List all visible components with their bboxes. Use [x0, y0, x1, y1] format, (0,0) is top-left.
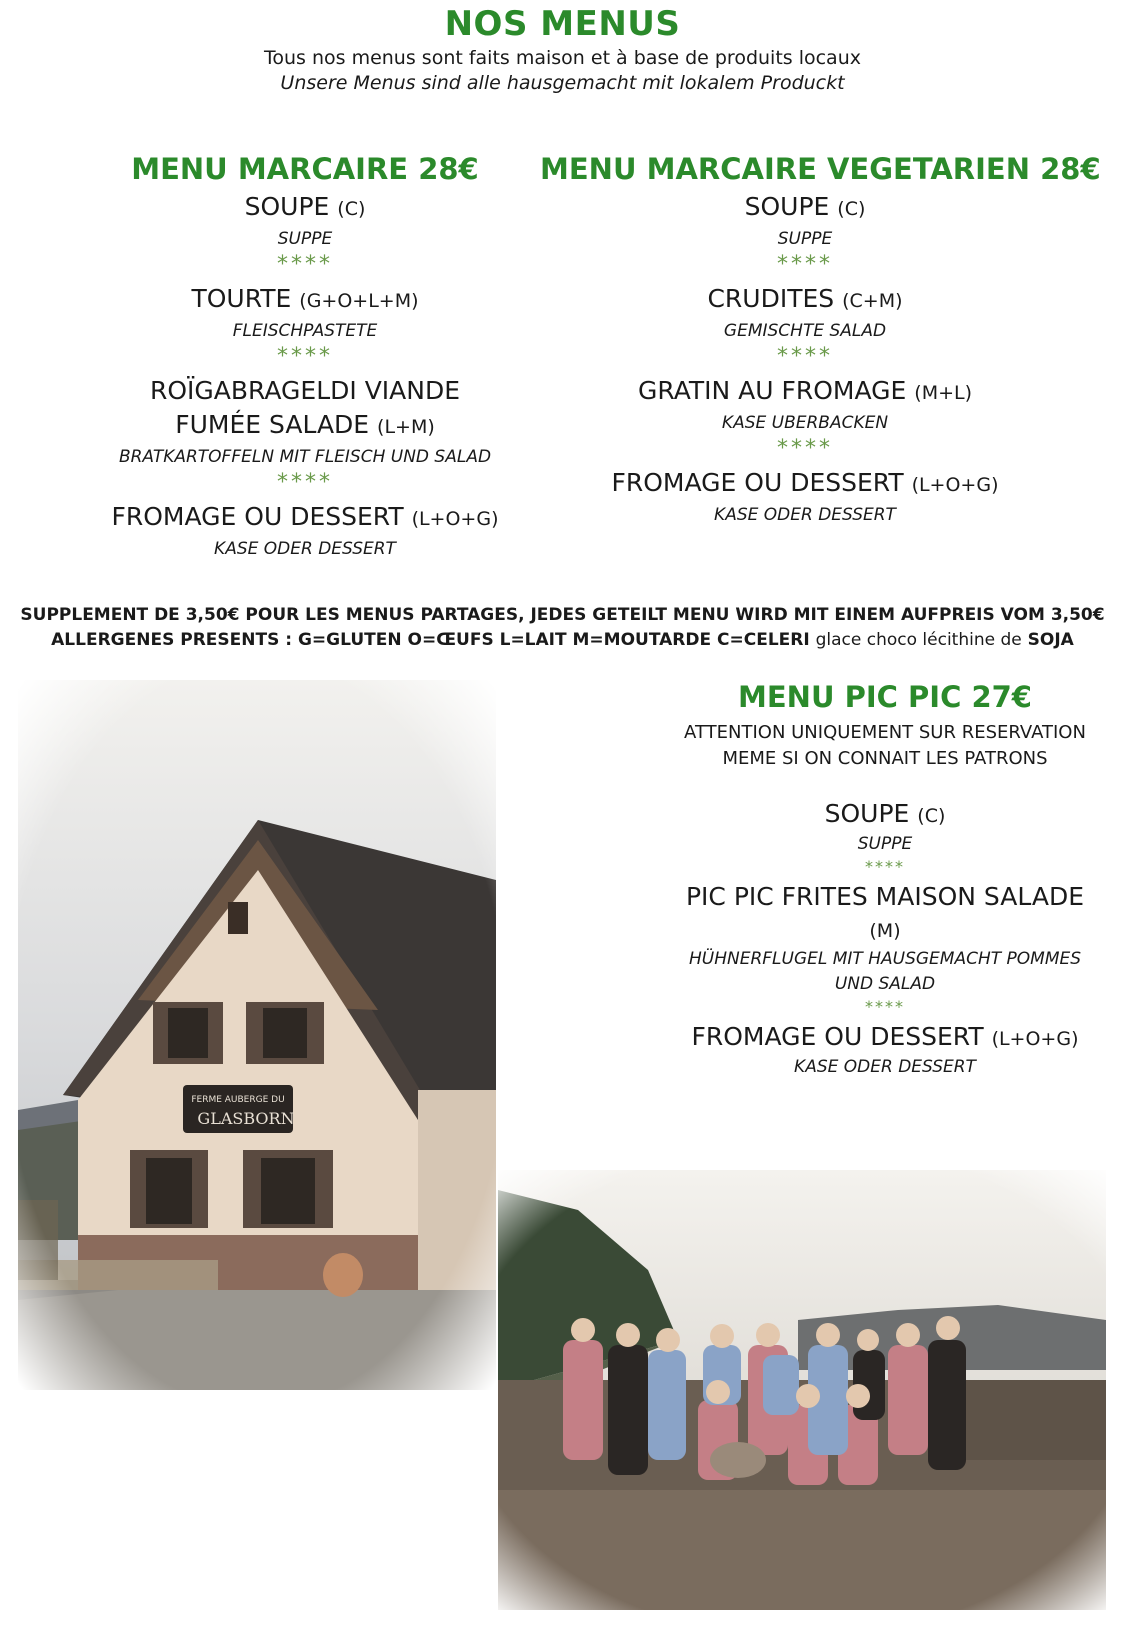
separator-stars: ****	[277, 344, 333, 369]
separator-stars: ****	[865, 857, 905, 876]
dish-translation: SUPPE	[857, 834, 913, 854]
dish-translation: KASE ODER DESSERT	[794, 1057, 976, 1077]
dish-name: PIC PIC FRITES MAISON SALADE	[685, 882, 1085, 911]
dish-translation: SUPPE	[777, 229, 833, 249]
supplement-note: SUPPLEMENT DE 3,50€ POUR LES MENUS PARTAGES, JEDES GETEILT MENU WIRD MIT EINEM AUFPREIS VOM 3,50€	[20, 605, 1105, 625]
intro-french: Tous nos menus sont faits maison et à base de produits locaux	[263, 47, 861, 69]
dish-translation: BRATKARTOFFELN MIT FLEISCH UND SALAD	[118, 447, 492, 467]
menu-title: MENU PIC PIC 27€	[738, 680, 1032, 714]
separator-stars: ****	[865, 997, 905, 1016]
dish-name: FROMAGE OU DESSERT (L+O+G)	[691, 1022, 1079, 1051]
menu-marcaire	[70, 152, 540, 562]
separator-stars: ****	[777, 436, 833, 461]
intro-german: Unsere Menus sind alle hausgemacht mit lokalem Produckt	[280, 72, 845, 94]
attention-line: ATTENTION UNIQUEMENT SUR RESERVATION	[684, 722, 1086, 743]
dish-translation: SUPPE	[277, 229, 333, 249]
dish-name: SOUPE (C)	[824, 799, 946, 828]
dish-translation: FLEISCHPASTETE	[232, 321, 378, 341]
dish-translation: HÜHNERFLUGEL MIT HAUSGEMACHT POMMES	[688, 949, 1082, 969]
separator-stars: ****	[277, 470, 333, 495]
menu-title: MENU MARCAIRE 28€	[131, 152, 479, 186]
dish-translation: KASE UBERBACKEN	[721, 413, 889, 433]
menu-picpic	[660, 680, 1110, 1080]
allergens-note: ALLERGENES PRESENTS : G=GLUTEN O=ŒUFS L=LAIT M=MOUTARDE C=CELERI glace choco lécithine de SOJA	[51, 630, 1074, 650]
dish-name: FUMÉE SALADE (L+M)	[175, 410, 435, 439]
dish-translation: KASE ODER DESSERT	[714, 505, 896, 525]
dish-translation: GEMISCHTE SALAD	[723, 321, 887, 341]
menu-title: MENU MARCAIRE VEGETARIEN 28€	[540, 152, 1101, 186]
separator-stars: ****	[777, 344, 833, 369]
separator-stars: ****	[277, 252, 333, 277]
dish-name: FROMAGE OU DESSERT (L+O+G)	[111, 502, 499, 531]
dish-name: SOUPE (C)	[244, 192, 366, 221]
dish-name: TOURTE (G+O+L+M)	[191, 284, 419, 313]
dish-name: CRUDITES (C+M)	[707, 284, 903, 313]
separator-stars: ****	[777, 252, 833, 277]
dish-name: GRATIN AU FROMAGE (M+L)	[637, 376, 973, 405]
page-title: NOS MENUS	[444, 4, 681, 44]
team-photo	[498, 1170, 1106, 1610]
house-photo	[18, 680, 496, 1390]
attention-line: MEME SI ON CONNAIT LES PATRONS	[722, 748, 1048, 769]
menu-vegetarien	[540, 152, 1101, 528]
dish-translation: UND SALAD	[834, 974, 936, 994]
dish-allergens: (M)	[869, 920, 901, 942]
dish-name: SOUPE (C)	[744, 192, 866, 221]
dish-name: ROÏGABRAGELDI VIANDE	[149, 376, 461, 405]
dish-name: FROMAGE OU DESSERT (L+O+G)	[611, 468, 999, 497]
dish-translation: KASE ODER DESSERT	[214, 539, 396, 559]
